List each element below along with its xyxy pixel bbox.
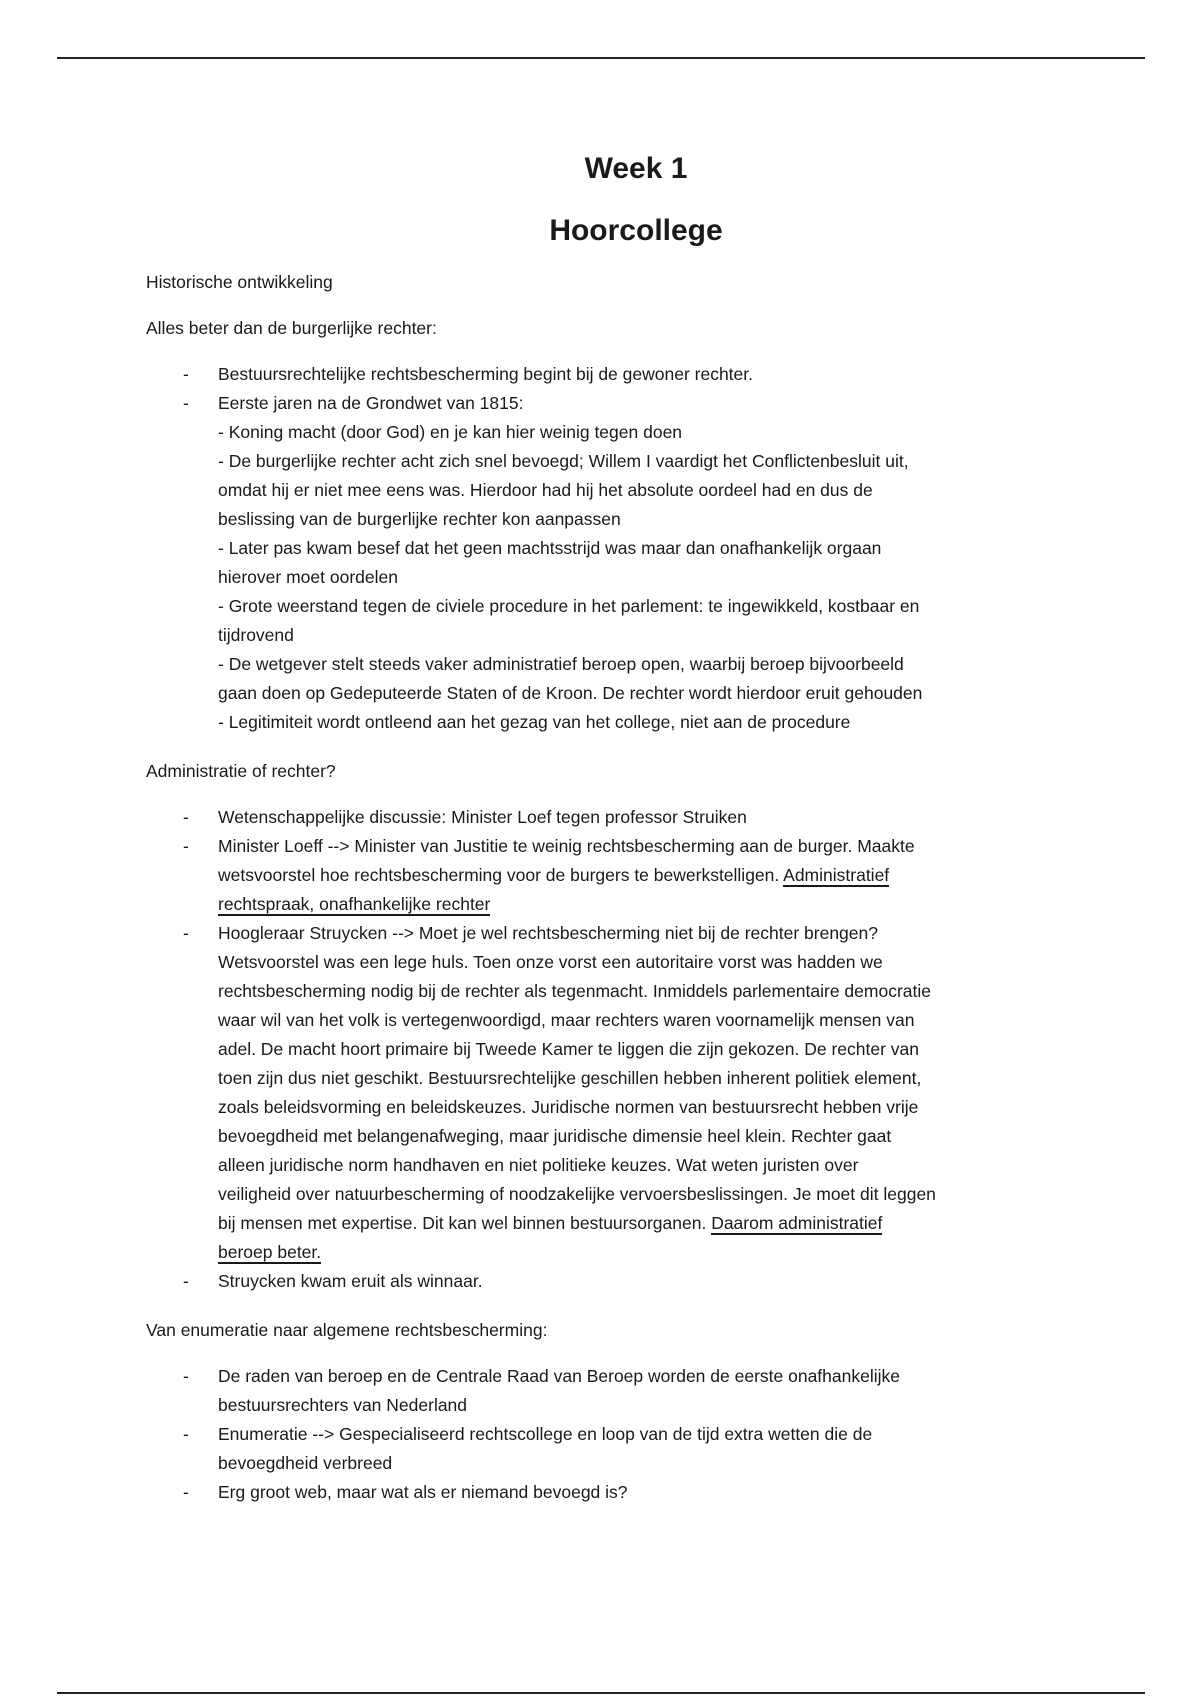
bullet-marker: - [183, 807, 189, 827]
page-title: Week 1 [584, 152, 688, 185]
list-burgerlijke-rechter [146, 360, 1066, 737]
list-item: - Struycken kwam eruit als winnaar. [146, 1267, 1066, 1296]
bullet-marker: - [183, 923, 189, 943]
document-page [146, 150, 1066, 1507]
list-item: - Bestuursrechtelijke rechtsbescherming begint bij de gewoner rechter. [146, 360, 1066, 389]
bullet-marker: - [183, 836, 189, 856]
bottom-rule [57, 1692, 1145, 1694]
list-item: - Minister Loeff --> Minister van Justitie te weinig rechtsbescherming aan de burger. Maakte wetsvoorstel hoe rechtsbescherming voor de burgers te bewerkstelligen. Administratief rechtspraak, onafhankelijke rechter [146, 832, 1066, 919]
page-subtitle: Hoorcollege [549, 214, 723, 247]
list-item: - Enumeratie --> Gespecialiseerd rechtscollege en loop van de tijd extra wetten die de bevoegdheid verbreed [146, 1420, 1066, 1478]
underlined-text: Daarom administratief [711, 1213, 883, 1233]
list-item: - Hoogleraar Struycken --> Moet je wel rechtsbescherming niet bij de rechter brengen? Wetsvoorstel was een lege huls. Toen onze vorst een autoritaire vorst was hadden we rechtsbescherming nodig bij de rechter als tegenmacht. Inmiddels parlementaire democratie waar wil van het volk is vertegenwoordigd, maar rechters waren voornamelijk mensen van adel. De macht hoort primaire bij Tweede Kamer te liggen die zijn gekozen. De rechter van toen zijn dus niet geschikt. Bestuursrechtelijke geschillen hebben inherent politiek element, zoals beleidsvorming en beleidskeuzes. Juridische normen van bestuursrecht hebben vrije bevoegdheid met belangenafweging, maar juridische dimensie heel klein. Rechter gaat alleen juridische norm handhaven en niet politieke keuzes. Wat weten juristen over veiligheid over natuurbescherming of noodzakelijke vervoersbeslissingen. Je moet dit leggen bij mensen met expertise. Dit kan wel binnen bestuursorganen. Daarom administratief beroep beter. [146, 919, 1066, 1267]
bullet-marker: - [183, 1424, 189, 1444]
list-item: - Eerste jaren na de Grondwet van 1815: - Koning macht (door God) en je kan hier weinig tegen doen - De burgerlijke rechter acht zich snel bevoegd; Willem I vaardigt het Conflictenbesluit uit, omdat hij er niet mee eens was. Hierdoor had hij het absolute oordeel had en dus de beslissing van de burgerlijke rechter kon aanpassen - Later pas kwam besef dat het geen machtsstrijd was maar dan onafhankelijk orgaan hierover moet oordelen - Grote weerstand tegen de civiele procedure in het parlement: te ingewikkeld, kostbaar en tijdrovend - De wetgever stelt steeds vaker administratief beroep open, waarbij beroep bijvoorbeeld gaan doen op Gedeputeerde Staten of de Kroon. De rechter wordt hierdoor eruit gehouden - Legitimiteit wordt ontleend aan het gezag van het college, niet aan de procedure [146, 389, 1066, 737]
bullet-marker: - [183, 1271, 189, 1291]
section-heading-administratie-of-rechter: Administratie of rechter? [146, 761, 336, 781]
bullet-marker: - [183, 1482, 189, 1502]
section-heading-burgerlijke-rechter: Alles beter dan de burgerlijke rechter: [146, 318, 437, 338]
heading-historische-ontwikkeling: Historische ontwikkeling [146, 272, 333, 292]
list-enumeratie [146, 1362, 1066, 1507]
section-heading-enumeratie: Van enumeratie naar algemene rechtsbescherming: [146, 1320, 548, 1340]
underlined-text: rechtspraak, onafhankelijke rechter [218, 894, 491, 914]
list-item: - Wetenschappelijke discussie: Minister Loef tegen professor Struiken [146, 803, 1066, 832]
bullet-marker: - [183, 364, 189, 384]
bullet-marker: - [183, 393, 189, 413]
underlined-text: beroep beter. [218, 1242, 322, 1262]
bullet-marker: - [183, 1366, 189, 1386]
top-rule [57, 57, 1145, 59]
list-administratie-of-rechter [146, 803, 1066, 1296]
list-item: - Erg groot web, maar wat als er niemand bevoegd is? [146, 1478, 1066, 1507]
underlined-text: Administratief [783, 865, 890, 885]
list-item: - De raden van beroep en de Centrale Raad van Beroep worden de eerste onafhankelijke bestuursrechters van Nederland [146, 1362, 1066, 1420]
